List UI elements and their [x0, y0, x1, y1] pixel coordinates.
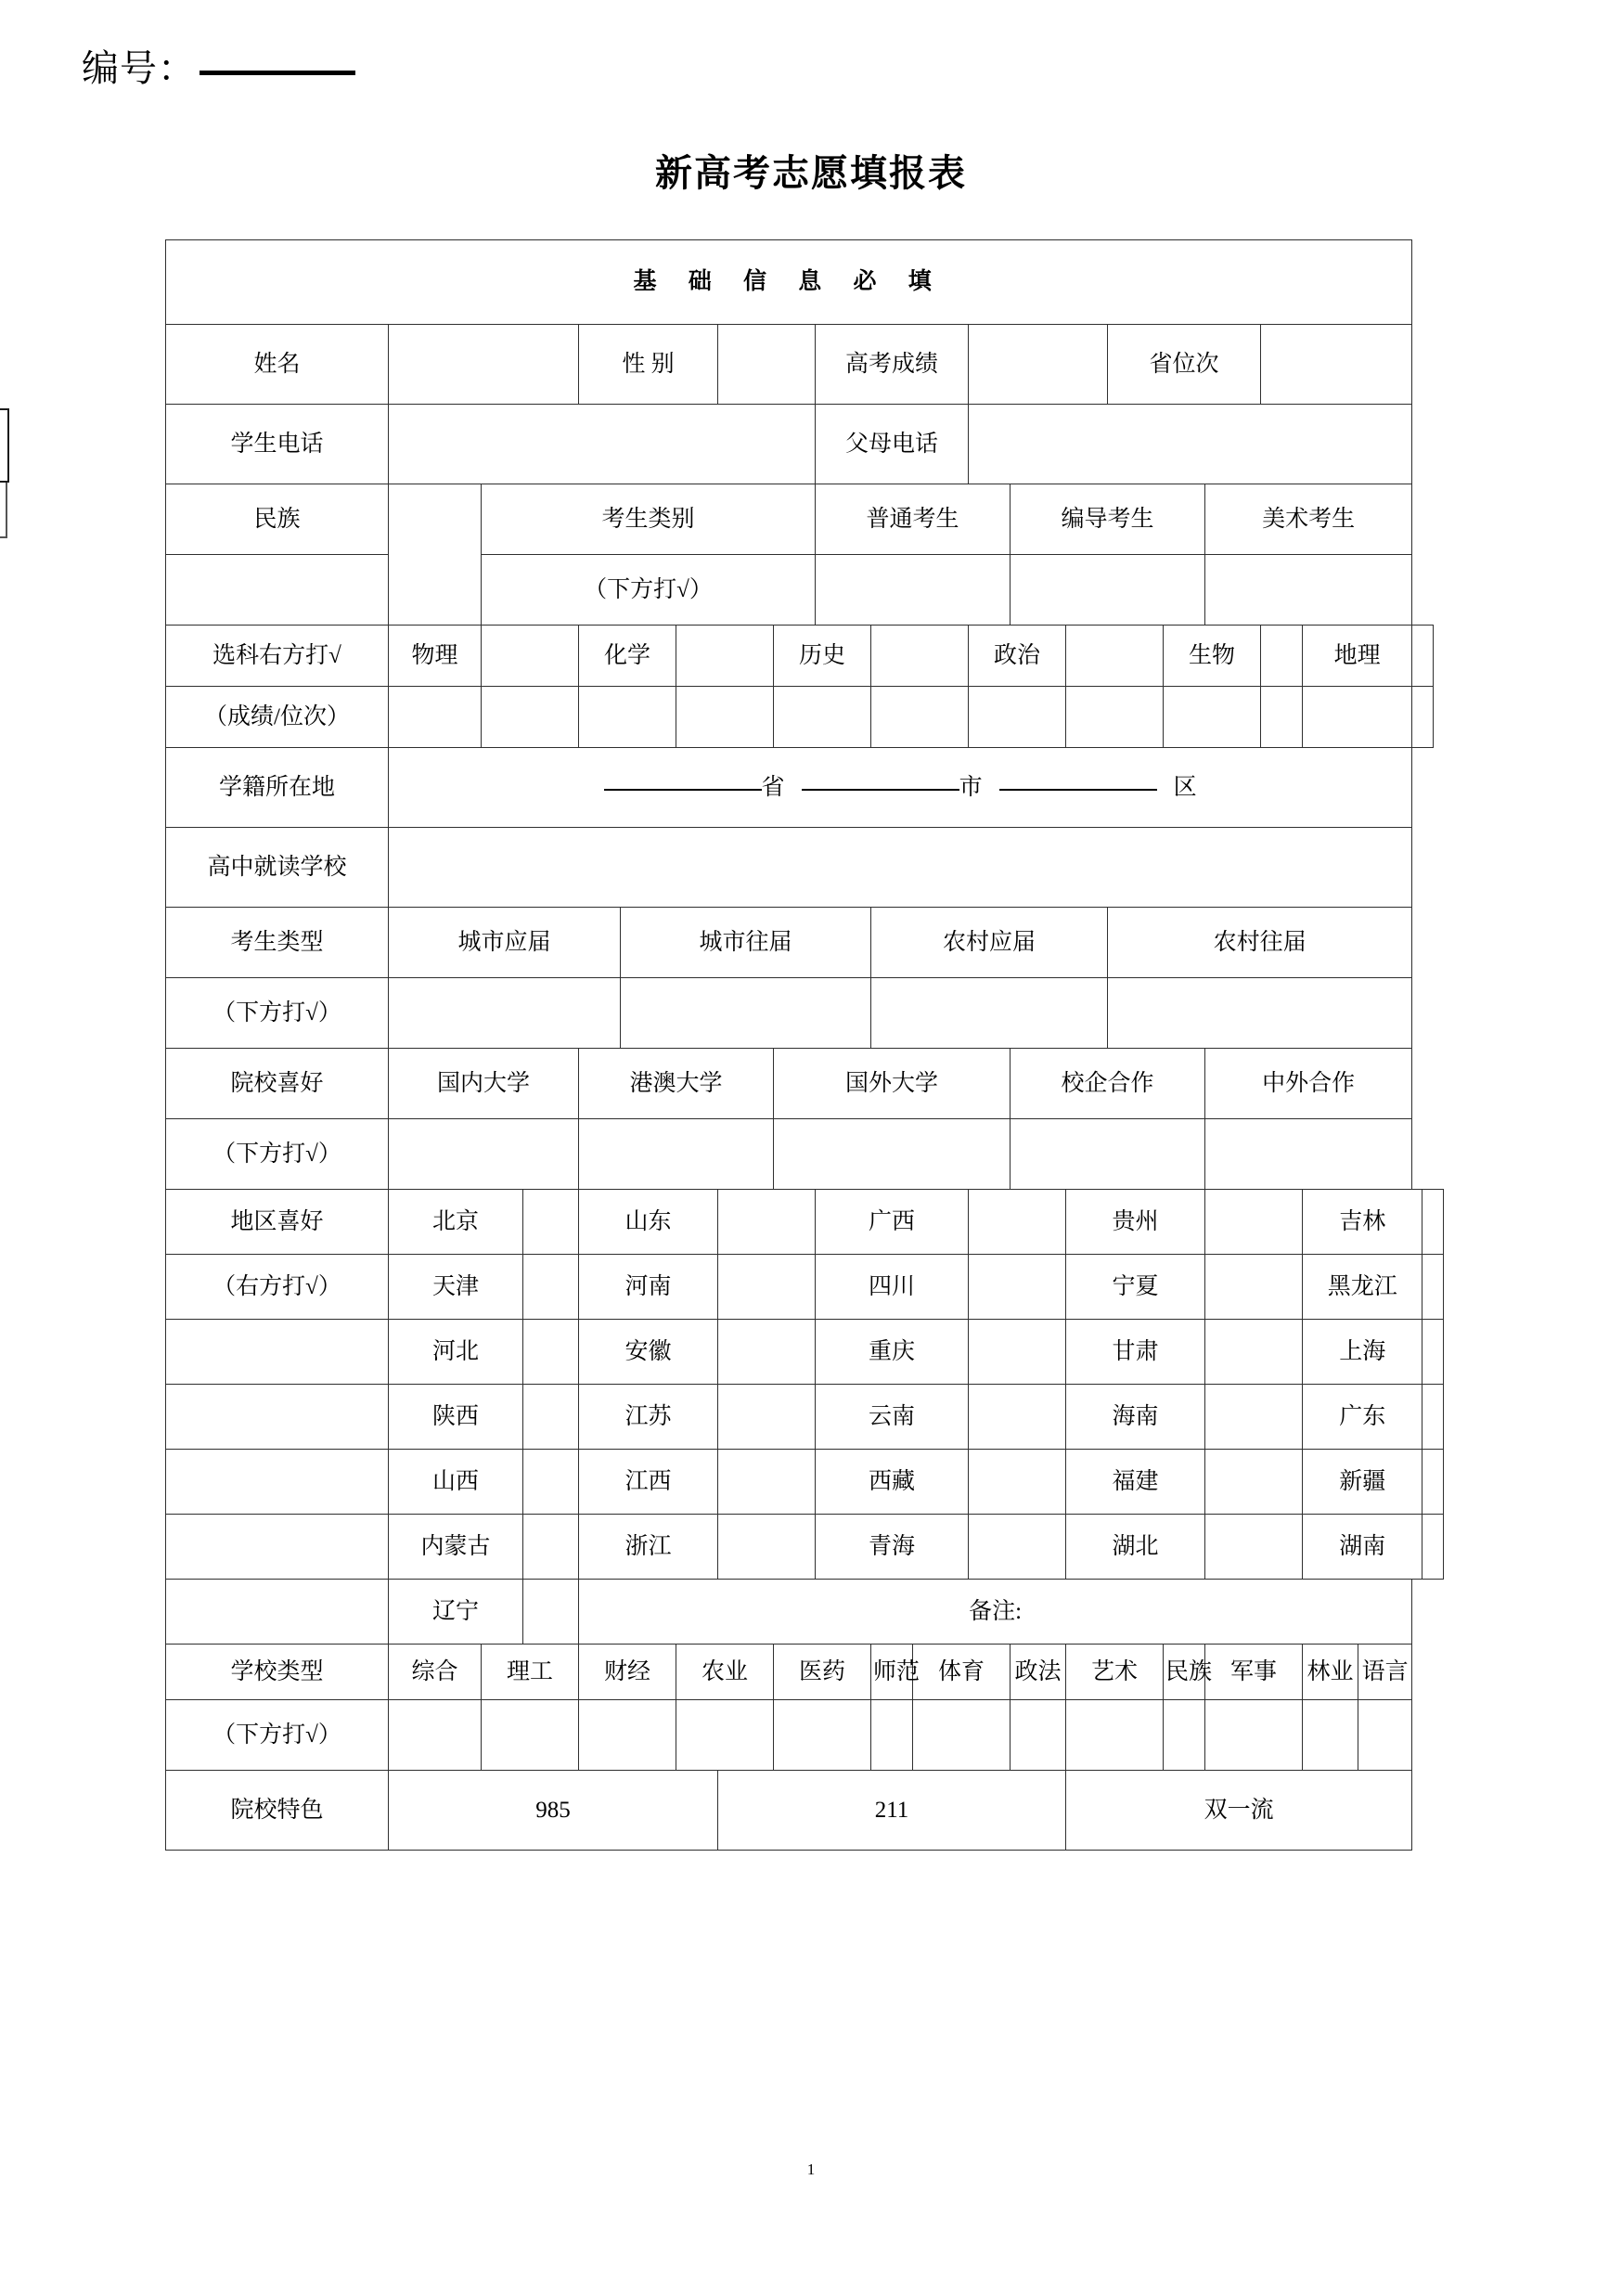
name-input-cell[interactable] [389, 325, 579, 405]
school-type-option-11: 林业 [1303, 1645, 1358, 1700]
region-spacer-6 [166, 1580, 389, 1645]
school-preference-check-0[interactable] [389, 1119, 579, 1190]
table-row [166, 1385, 1444, 1450]
region-check-5-2[interactable] [969, 1515, 1066, 1580]
exam-score-input-cell[interactable] [969, 325, 1108, 405]
subject-label-1: 化学 [579, 626, 676, 687]
region-check-3-3[interactable] [1205, 1385, 1303, 1450]
region-check-4-1[interactable] [718, 1450, 816, 1515]
region-label-5-0: 内蒙古 [389, 1515, 523, 1580]
region-check-1-1[interactable] [718, 1255, 816, 1320]
subject-score-2[interactable] [774, 687, 871, 748]
region-label-3-2: 云南 [816, 1385, 969, 1450]
subject-check-3[interactable] [1066, 626, 1164, 687]
candidate-type-note: （下方打√） [166, 978, 389, 1049]
candidate-category-check-1[interactable] [1011, 555, 1205, 626]
region-label-3-0: 陕西 [389, 1385, 523, 1450]
region-label-1-4: 黑龙江 [1303, 1255, 1422, 1320]
household-location-label: 学籍所在地 [166, 748, 389, 828]
table-row [166, 1049, 1444, 1119]
region-label-0-4: 吉林 [1303, 1190, 1422, 1255]
subject-score-3[interactable] [969, 687, 1066, 748]
subject-rank-0[interactable] [482, 687, 579, 748]
remark-label[interactable]: 备注: [579, 1580, 1412, 1645]
subject-label-2: 历史 [774, 626, 871, 687]
region-check-last[interactable] [523, 1580, 579, 1645]
school-preference-option-3: 校企合作 [1011, 1049, 1205, 1119]
province-unit: 省 [761, 774, 785, 800]
table-row [166, 1190, 1444, 1255]
province-rank-label: 省位次 [1108, 325, 1261, 405]
region-label-4-2: 西藏 [816, 1450, 969, 1515]
region-check-0-3[interactable] [1205, 1190, 1303, 1255]
table-row [166, 555, 1444, 626]
region-label-5-2: 青海 [816, 1515, 969, 1580]
school-preference-check-2[interactable] [774, 1119, 1011, 1190]
region-label-0-3: 贵州 [1066, 1190, 1205, 1255]
subject-score-0[interactable] [389, 687, 482, 748]
page-edge-artifact-top [0, 408, 9, 483]
subject-rank-1[interactable] [676, 687, 774, 748]
school-type-check-12[interactable] [1358, 1700, 1412, 1771]
region-label-4-0: 山西 [389, 1450, 523, 1515]
school-type-check-11[interactable] [1303, 1700, 1358, 1771]
high-school-input-cell[interactable] [389, 828, 1412, 908]
candidate-type-check-2[interactable] [871, 978, 1108, 1049]
school-preference-note: （下方打√） [166, 1119, 389, 1190]
serial-number-field [82, 39, 355, 92]
candidate-category-note: （下方打√） [482, 555, 816, 626]
school-type-check-2[interactable] [579, 1700, 676, 1771]
candidate-type-label: 考生类型 [166, 908, 389, 978]
region-label-1-1: 河南 [579, 1255, 718, 1320]
region-spacer-5 [166, 1515, 389, 1580]
school-type-check-0[interactable] [389, 1700, 482, 1771]
region-check-1-0[interactable] [523, 1255, 579, 1320]
table-row [166, 1645, 1444, 1700]
exam-score-label: 高考成绩 [816, 325, 969, 405]
school-feature-option-1[interactable]: 211 [718, 1771, 1066, 1851]
school-type-option-0: 综合 [389, 1645, 482, 1700]
region-check-5-4[interactable] [1422, 1515, 1444, 1580]
subject-score-5[interactable] [1303, 687, 1412, 748]
table-row [166, 1255, 1444, 1320]
region-label-2-4: 上海 [1303, 1320, 1422, 1385]
table-row [166, 484, 1444, 555]
region-preference-label: 地区喜好 [166, 1190, 389, 1255]
school-type-option-12: 语言 [1358, 1645, 1412, 1700]
region-label-3-1: 江苏 [579, 1385, 718, 1450]
region-check-0-4[interactable] [1422, 1190, 1444, 1255]
student-phone-input-cell[interactable] [389, 405, 816, 484]
subject-label-3: 政治 [969, 626, 1066, 687]
region-label-2-2: 重庆 [816, 1320, 969, 1385]
ethnicity-input-cell[interactable] [389, 484, 482, 626]
region-label-1-2: 四川 [816, 1255, 969, 1320]
table-row [166, 1580, 1444, 1645]
school-type-check-1[interactable] [482, 1700, 579, 1771]
region-label-4-4: 新疆 [1303, 1450, 1422, 1515]
household-location-input-cell[interactable] [389, 748, 1412, 828]
region-check-2-1[interactable] [718, 1320, 816, 1385]
region-label-last: 辽宁 [389, 1580, 523, 1645]
school-feature-label: 院校特色 [166, 1771, 389, 1851]
candidate-category-option-2: 美术考生 [1205, 484, 1412, 555]
school-type-option-6: 体育 [913, 1645, 1011, 1700]
subject-check-0[interactable] [482, 626, 579, 687]
school-feature-option-2[interactable]: 双一流 [1066, 1771, 1412, 1851]
region-label-1-0: 天津 [389, 1255, 523, 1320]
subject-rank-3[interactable] [1066, 687, 1164, 748]
region-label-0-2: 广西 [816, 1190, 969, 1255]
subject-rank-5[interactable] [1412, 687, 1434, 748]
region-check-3-0[interactable] [523, 1385, 579, 1450]
region-label-0-1: 山东 [579, 1190, 718, 1255]
region-spacer-2 [166, 1320, 389, 1385]
subject-label-5: 地理 [1303, 626, 1412, 687]
region-label-0-0: 北京 [389, 1190, 523, 1255]
candidate-type-option-3: 农村往届 [1108, 908, 1412, 978]
candidate-category-check-2[interactable] [1205, 555, 1412, 626]
region-check-5-0[interactable] [523, 1515, 579, 1580]
region-label-2-1: 安徽 [579, 1320, 718, 1385]
region-check-3-2[interactable] [969, 1385, 1066, 1450]
candidate-category-check-0[interactable] [816, 555, 1011, 626]
region-check-2-0[interactable] [523, 1320, 579, 1385]
table-row [166, 748, 1444, 828]
region-check-2-3[interactable] [1205, 1320, 1303, 1385]
region-check-1-2[interactable] [969, 1255, 1066, 1320]
student-phone-label: 学生电话 [166, 405, 389, 484]
candidate-category-option-0: 普通考生 [816, 484, 1011, 555]
region-check-3-1[interactable] [718, 1385, 816, 1450]
ethnicity-label: 民族 [166, 484, 389, 555]
school-type-check-5[interactable] [871, 1700, 913, 1771]
region-check-4-4[interactable] [1422, 1450, 1444, 1515]
table-row [166, 1771, 1444, 1851]
region-check-4-3[interactable] [1205, 1450, 1303, 1515]
school-type-label: 学校类型 [166, 1645, 389, 1700]
subject-score-rank-note: （成绩/位次） [166, 687, 389, 748]
region-label-5-1: 浙江 [579, 1515, 718, 1580]
ethnicity-spacer [166, 555, 389, 626]
subject-rank-2[interactable] [871, 687, 969, 748]
region-check-2-2[interactable] [969, 1320, 1066, 1385]
subject-check-2[interactable] [871, 626, 969, 687]
candidate-type-check-0[interactable] [389, 978, 621, 1049]
table-row [166, 626, 1444, 687]
province-rank-input-cell[interactable] [1261, 325, 1412, 405]
table-row [166, 1515, 1444, 1580]
school-preference-option-4: 中外合作 [1205, 1049, 1412, 1119]
table-row [166, 325, 1444, 405]
school-preference-option-0: 国内大学 [389, 1049, 579, 1119]
candidate-category-option-1: 编导考生 [1011, 484, 1205, 555]
serial-number-label: 编号： [82, 47, 196, 89]
school-preference-check-4[interactable] [1205, 1119, 1412, 1190]
candidate-type-option-2: 农村应届 [871, 908, 1108, 978]
school-type-check-7[interactable] [1011, 1700, 1066, 1771]
subject-selection-label: 选科右方打√ [166, 626, 389, 687]
region-check-4-2[interactable] [969, 1450, 1066, 1515]
region-label-2-3: 甘肃 [1066, 1320, 1205, 1385]
region-label-3-4: 广东 [1303, 1385, 1422, 1450]
school-type-option-2: 财经 [579, 1645, 676, 1700]
district-unit: 区 [1173, 774, 1197, 800]
subject-check-1[interactable] [676, 626, 774, 687]
school-type-option-4: 医药 [774, 1645, 871, 1700]
gender-label: 性 别 [579, 325, 718, 405]
school-type-note: （下方打√） [166, 1700, 389, 1771]
parent-phone-label: 父母电话 [816, 405, 969, 484]
school-preference-option-2: 国外大学 [774, 1049, 1011, 1119]
candidate-type-option-1: 城市往届 [621, 908, 871, 978]
school-type-check-10[interactable] [1205, 1700, 1303, 1771]
region-check-2-4[interactable] [1422, 1320, 1444, 1385]
region-check-1-4[interactable] [1422, 1255, 1444, 1320]
school-type-option-8: 艺术 [1066, 1645, 1164, 1700]
page-number: 1 [806, 2161, 816, 2178]
region-check-5-1[interactable] [718, 1515, 816, 1580]
city-unit: 市 [959, 774, 983, 800]
school-feature-option-0[interactable]: 985 [389, 1771, 718, 1851]
province-blank[interactable] [604, 789, 762, 791]
page-title: 新高考志愿填报表 [655, 152, 967, 194]
serial-number-blank[interactable] [200, 71, 355, 75]
region-spacer-4 [166, 1450, 389, 1515]
school-type-check-6[interactable] [913, 1700, 1011, 1771]
region-check-3-4[interactable] [1422, 1385, 1444, 1450]
table-row [166, 1700, 1444, 1771]
region-check-0-0[interactable] [523, 1190, 579, 1255]
table-row [166, 240, 1444, 325]
school-type-check-4[interactable] [774, 1700, 871, 1771]
subject-rank-4[interactable] [1261, 687, 1303, 748]
region-check-5-3[interactable] [1205, 1515, 1303, 1580]
district-blank[interactable] [999, 789, 1157, 791]
table-row [166, 1119, 1444, 1190]
school-type-option-1: 理工 [482, 1645, 579, 1700]
region-label-2-0: 河北 [389, 1320, 523, 1385]
region-label-4-1: 江西 [579, 1450, 718, 1515]
candidate-type-option-0: 城市应届 [389, 908, 621, 978]
region-label-5-3: 湖北 [1066, 1515, 1205, 1580]
candidate-type-check-1[interactable] [621, 978, 871, 1049]
page-edge-artifact-bottom [0, 483, 7, 538]
candidate-category-label: 考生类别 [482, 484, 816, 555]
section-title: 基 础 信 息 必 填 [166, 240, 1412, 325]
high-school-label: 高中就读学校 [166, 828, 389, 908]
table-row [166, 687, 1444, 748]
school-type-option-3: 农业 [676, 1645, 774, 1700]
table-row [166, 908, 1444, 978]
school-type-option-10: 军事 [1205, 1645, 1303, 1700]
subject-check-5[interactable] [1412, 626, 1434, 687]
school-type-option-7: 政法 [1011, 1645, 1066, 1700]
region-check-0-2[interactable] [969, 1190, 1066, 1255]
region-label-5-4: 湖南 [1303, 1515, 1422, 1580]
region-check-1-3[interactable] [1205, 1255, 1303, 1320]
candidate-type-check-3[interactable] [1108, 978, 1412, 1049]
table-row [166, 828, 1444, 908]
region-spacer-3 [166, 1385, 389, 1450]
school-type-option-9: 民族 [1164, 1645, 1205, 1700]
school-preference-check-1[interactable] [579, 1119, 774, 1190]
table-row [166, 1320, 1444, 1385]
subject-label-0: 物理 [389, 626, 482, 687]
school-type-check-8[interactable] [1066, 1700, 1164, 1771]
subject-label-4: 生物 [1164, 626, 1261, 687]
school-type-check-9[interactable] [1164, 1700, 1205, 1771]
region-label-1-3: 宁夏 [1066, 1255, 1205, 1320]
application-form-table [165, 239, 1444, 1851]
subject-check-4[interactable] [1261, 626, 1303, 687]
subject-score-4[interactable] [1164, 687, 1261, 748]
gender-input-cell[interactable] [718, 325, 816, 405]
name-label: 姓名 [166, 325, 389, 405]
table-row [166, 405, 1444, 484]
school-type-check-3[interactable] [676, 1700, 774, 1771]
table-row [166, 978, 1444, 1049]
subject-score-1[interactable] [579, 687, 676, 748]
city-blank[interactable] [802, 789, 959, 791]
school-preference-label: 院校喜好 [166, 1049, 389, 1119]
parent-phone-input-cell[interactable] [969, 405, 1412, 484]
school-preference-option-1: 港澳大学 [579, 1049, 774, 1119]
region-label-3-3: 海南 [1066, 1385, 1205, 1450]
school-type-option-5: 师范 [871, 1645, 913, 1700]
region-preference-note: （右方打√） [166, 1255, 389, 1320]
region-check-4-0[interactable] [523, 1450, 579, 1515]
table-row [166, 1450, 1444, 1515]
region-label-4-3: 福建 [1066, 1450, 1205, 1515]
region-check-0-1[interactable] [718, 1190, 816, 1255]
school-preference-check-3[interactable] [1011, 1119, 1205, 1190]
